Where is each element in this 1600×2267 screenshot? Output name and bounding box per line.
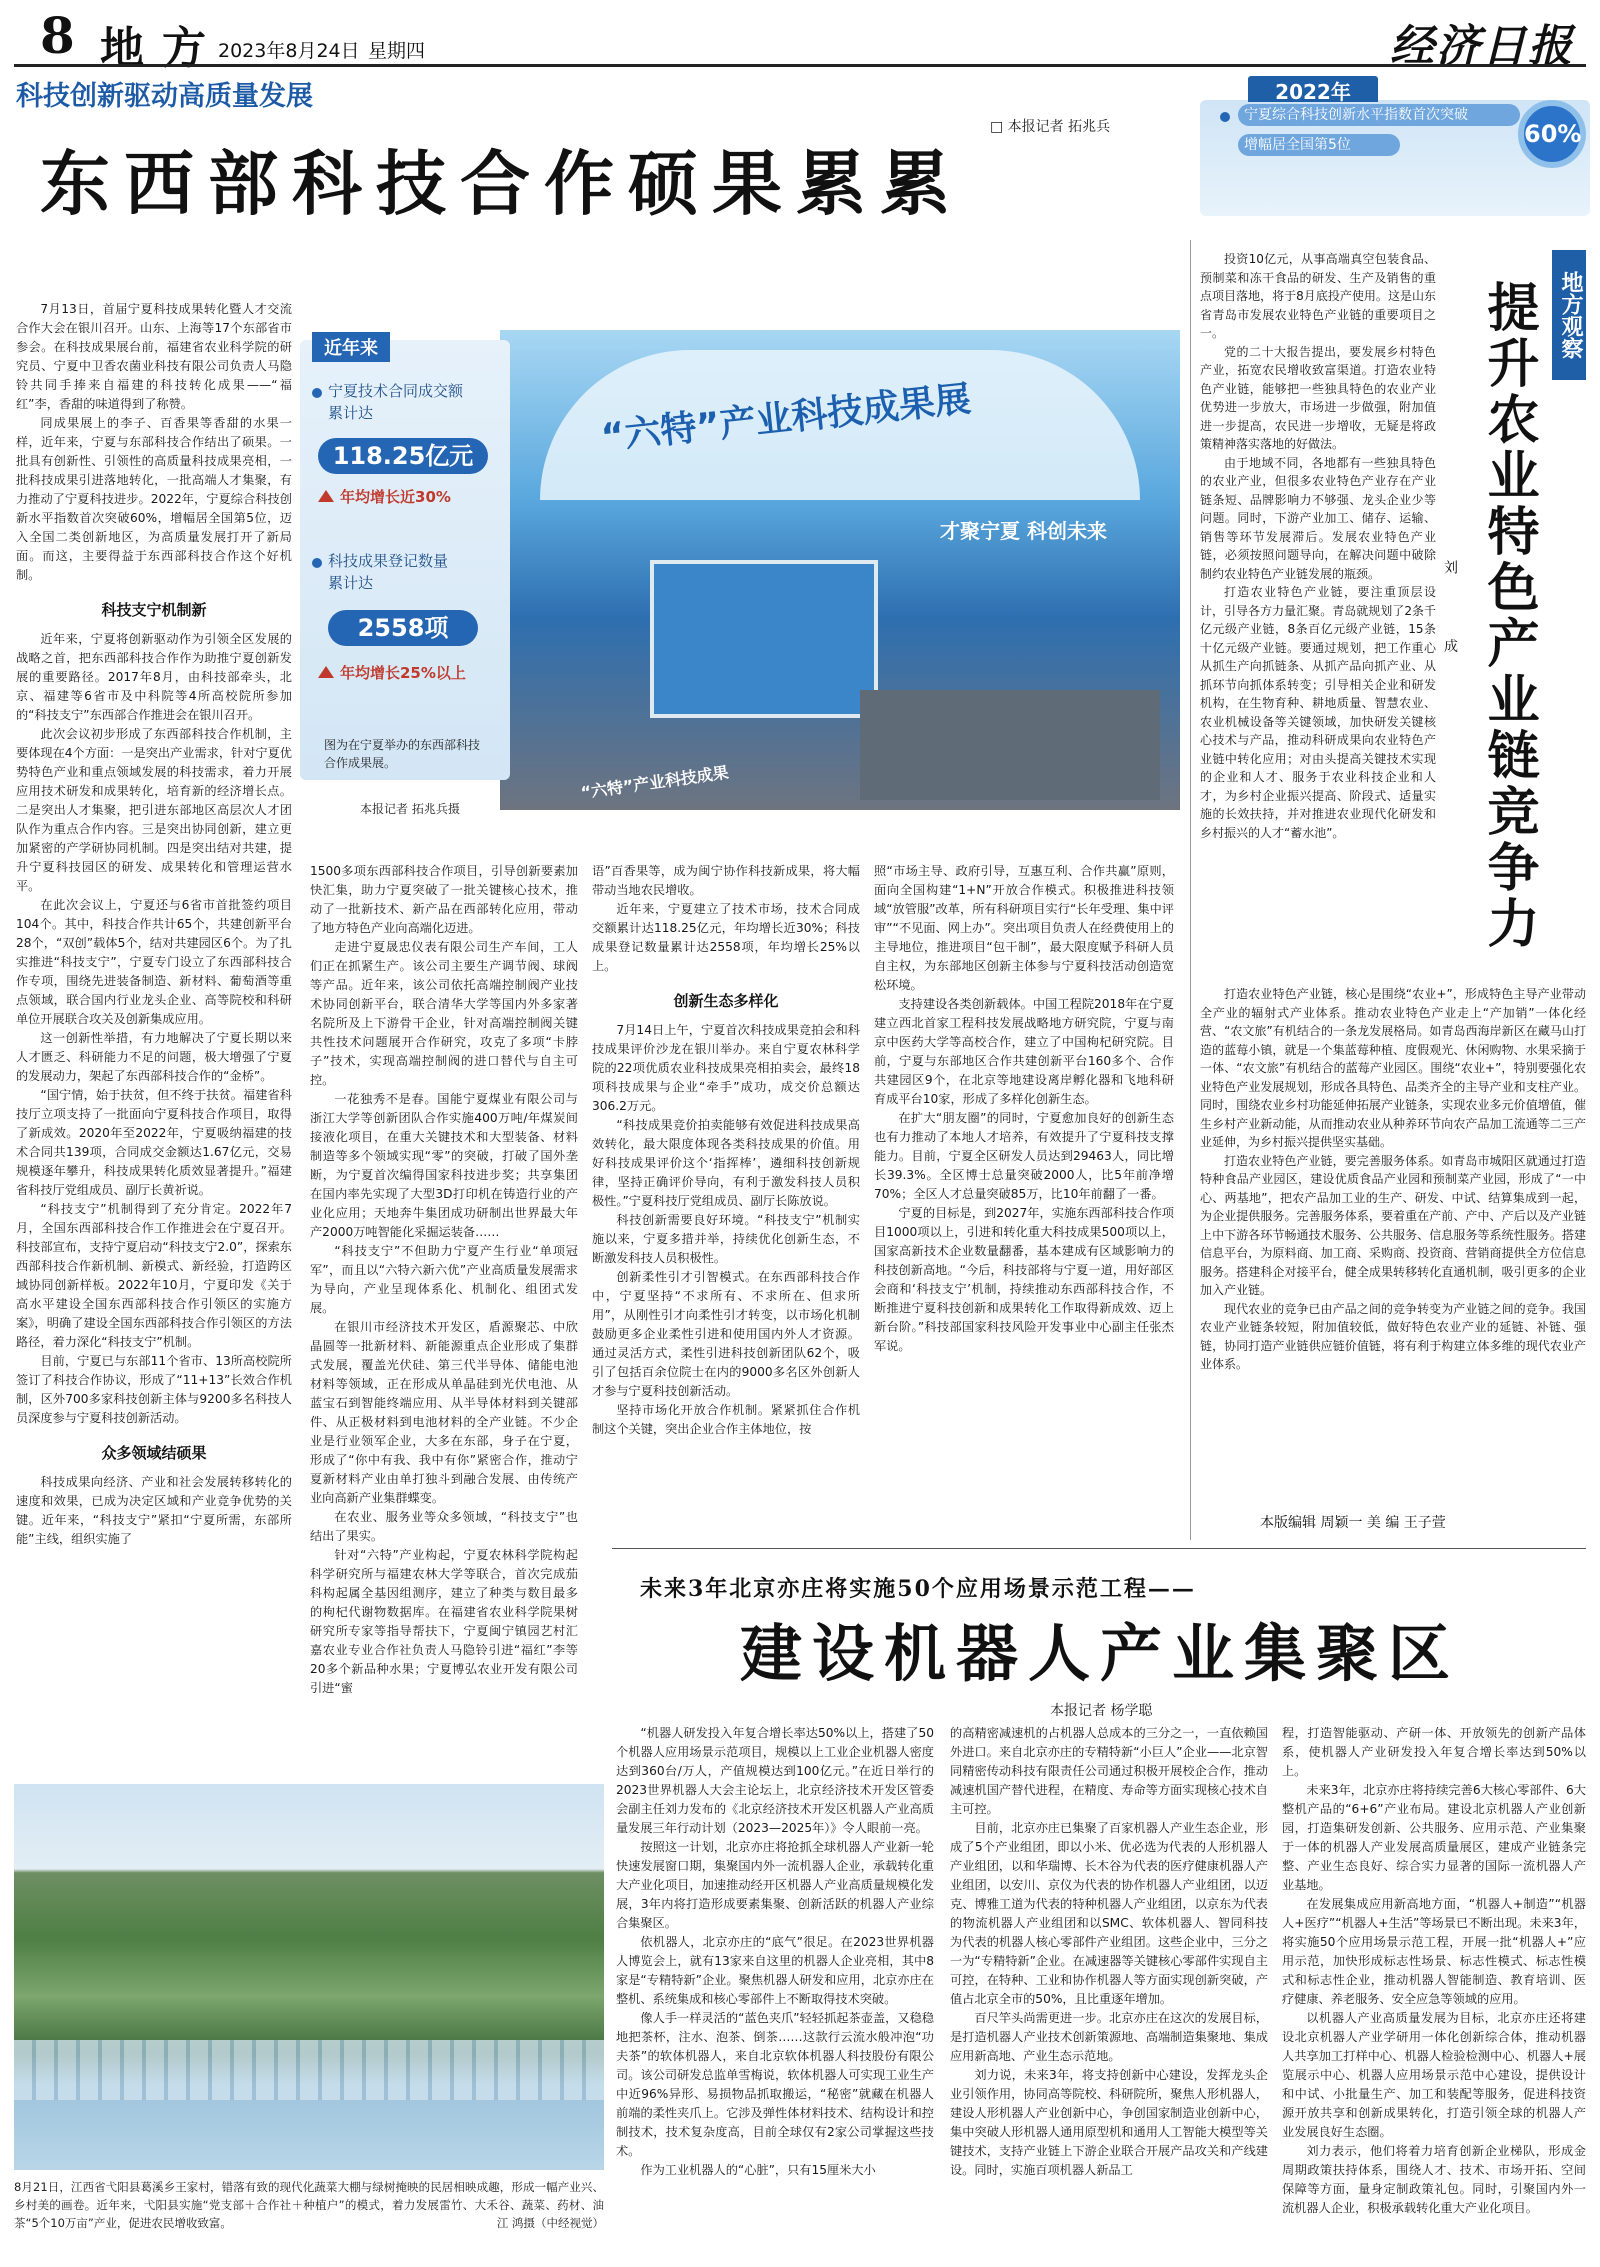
article1-column-1: [16, 300, 292, 1620]
paragraph: 宁夏的目标是，到2027年，实施东西部科技合作项目1000项以上，引进和转化重大科技成果500项以上，国家高新技术企业数量翻番，基本建成有区域影响力的科技创新高地。“今后，科技部将与宁夏一道，用好部区会商和‘科技支宁’机制，持续推动东西部科技合作，不断推进宁夏科技创新和成果转化工作取得新成效、迈上新台阶。”科技部国家科技风险开发事业中心副主任张杰军说。: [874, 1206, 1174, 1353]
header-rule: [14, 64, 1586, 67]
photo-caption-2: 合作成果展。: [324, 756, 397, 770]
page-name: 地方: [100, 23, 224, 74]
article2-headline: 建设机器人产业集聚区: [740, 1617, 1461, 1690]
paragraph: 刘力说，未来3年，将支持创新中心建设，发挥龙头企业引领作用，协同高等院校、科研院所，聚焦人形机器人，建设人形机器人产业创新中心，争创国家制造业创新中心，集中突破人形机器人通用原型机和通用人工智能大模型等关键技术，支持产业链上下游企业联合开展产品攻关和产线建设。同时，实施百项机器人新品工: [950, 2068, 1268, 2177]
paragraph: 由于地域不同，各地都有一些独具特色的农业产业，但很多农业特色产业存在产业链条短、品牌影响力不够强、龙头企业少等问题。同时，下游产业加工、储存、运输、销售等环节发展滞后。发展农业特色产业链，必须按照问题导向，在解决问题中破除制约农业特色产业链发展的瓶颈。: [1200, 455, 1436, 581]
paragraph: 针对“六特”产业构起，宁夏农林科学院构起科学研究所与福建农林大学等联合，首次完成茄科构起属全基因组测序，建立了种类与数目最多的枸杞代谢物数据库。在福建省农业科学院果树研究所专家等指导帮扶下，宁夏闽宁镇园艺村汇嘉农业专业合作社负责人马隐铃引进“福红”李等20多个新品种水果；宁夏博弘农业开发有限公司引进“蜜: [310, 1548, 578, 1695]
subhead-3: 创新生态多样化: [673, 992, 779, 1010]
paragraph: 刘力表示，他们将着力培育创新企业梯队，形成金周期政策扶持体系，围绕人才、技术、市场开拓、空间保障等方面，量身定制政策礼包。同时，引聚国内外一流机器人企业，积极承载转化重大产业化项目。: [1282, 2144, 1586, 2215]
page-editor-credits: 本版编辑 周颖一 美 编 王子萱: [1260, 1515, 1446, 1531]
article2-column-3: [1282, 1724, 1586, 2254]
paragraph: 目前，宁夏已与东部11个省市、13所高校院所签订了科技合作协议，形成了“11+13”长效合作机制，区外700多家科技创新主体与9200多名科技人员深度参与宁夏科技创新活动。: [16, 1354, 292, 1425]
paragraph: 的高精密减速机的占机器人总成本的三分之一，一直依赖国外进口。来自北京亦庄的专精特新“小巨人”企业——北京智同精密传动科技有限责任公司通过积极开展校企合作，推动减速机国产替代进程，在精度、寿命等方面实现核心技术自主可控。: [950, 1726, 1268, 1816]
greenhouses: [14, 2040, 604, 2100]
side-column-rule: [1190, 240, 1191, 1540]
paragraph: 百尺竿头尚需更进一步。北京亦庄在这次的发展目标，是打造机器人产业技术创新策源地、高端制造集聚地、集成应用新高地、产业生态示范地。: [950, 2011, 1268, 2063]
paragraph: 近年来，宁夏将创新驱动作为引领全区发展的战略之首，把东西部科技合作作为助推宁夏创新发展的重要路径。2017年8月，由科技部牵头，北京、福建等6省市及中科院等4所高校院所参加的“科技支宁”东西部合作推进会在银川召开。: [16, 632, 292, 722]
infographic-value-ring: 60%: [1518, 100, 1586, 168]
paragraph: “科技支宁”不但助力宁夏产生行业“单项冠军”，而且以“六特六新六优”产业高质量发展需求为导向，产业呈现体系化、机制化、组团式发展。: [310, 1244, 578, 1315]
article2-byline: 本报记者 杨学聪: [1050, 1703, 1153, 1719]
newspaper-masthead: 经济日报: [1390, 21, 1574, 72]
article1-column-2: [310, 862, 578, 1762]
paragraph: 语”百香果等，成为闽宁协作科技新成果，将大幅带动当地农民增收。: [592, 864, 860, 897]
page-number: 8: [40, 6, 75, 65]
item1-value: 118.25亿元: [318, 438, 488, 474]
article1-headline: 东西部科技合作硕果累累: [40, 142, 964, 225]
up-arrow-icon: [318, 666, 334, 678]
item1-label-2: 累计达: [328, 404, 374, 422]
paragraph: 未来3年，北京亦庄将持续完善6大核心零部件、6大整机产品的“6+6”产业布局。建设北京机器人产业创新园，打造集研发创新、公共服务、应用示范、产业集聚于一体的机器人产业发展高质量展区，建成产业链条完整、产业生态良好、综合实力显著的国际一流机器人产业基地。: [1282, 1783, 1586, 1892]
article1-byline: □ 本报记者 拓兆兵: [990, 119, 1111, 135]
side-column-title: 提升农业特色产业链竞争力: [1478, 280, 1539, 952]
paragraph: 作为工业机器人的“心脏”，只有15厘米大小: [640, 2163, 876, 2177]
paragraph: 支持建设各类创新载体。中国工程院2018年在宁夏建立西北首家工程科技发展战略地方研究院，宁夏与南京中医药大学等高校合作，建立了中国枸杞研究院。目前，宁夏与东部地区合作共建创新平台160多个、合作共建园区9个，在北京等地建设离岸孵化器和飞地科研育成平台10家，形成了多样化创新生态。: [874, 997, 1174, 1106]
paragraph: 按照这一计划，北京亦庄将抢抓全球机器人产业新一轮快速发展窗口期，集聚国内外一流机器人企业，承载转化重大产业化项目，加速推动经开区机器人产业高质量规模化发展，3年内将打造形成要素集聚、创新活跃的机器人产业综合集聚区。: [616, 1840, 934, 1930]
paragraph: 程，打造智能驱动、产研一体、开放领先的创新产品体系，使机器人产业研发投入年复合增长率达到50%以上。: [1282, 1726, 1586, 1778]
paragraph: 在银川市经济技术开发区，盾源聚芯、中欣晶圆等一批新材料、新能源重点企业形成了集群式发展，覆盖光伏硅、第三代半导体、储能电池材料等领域，正在形成从单晶硅到光伏电池、从蓝宝石到智能终端应用、从半导体材料到关键部件、从正极材料到电池材料的全产业链。不少企业是行业领军企业，大多在东部，身子在宁夏，形成了“你中有我、我中有你”紧密合作，推动宁夏新材料产业由单打独斗到融合发展、由传统产业向高新产业集群蝶变。: [310, 1320, 578, 1505]
dot-icon: [1220, 112, 1230, 122]
article1-column-3: [592, 862, 860, 1552]
infographic-year: 2022年: [1248, 76, 1378, 102]
subhead-1: 科技支宁机制新: [101, 601, 207, 619]
paragraph: 这一创新性举措，有力地解决了宁夏长期以来人才匮乏、科研能力不足的问题，极大增强了宁夏的发展动力，架起了东西部科技合作的“金桥”。: [16, 1031, 292, 1083]
paragraph: 科技成果向经济、产业和社会发展转移转化的速度和效果，已成为决定区域和产业竞争优势的关键。近年来，“科技支宁”紧扣“宁夏所需，东部所能”主线，组织实施了: [16, 1475, 292, 1546]
item1-label-1: 宁夏技术合同成交额: [328, 382, 464, 400]
paragraph: 走进宁夏晟忠仪表有限公司生产车间，工人们正在抓紧生产。该公司主要生产调节阀、球阀等产品。近年来，该公司依托高端控制阀产业技术协同创新平台，联合清华大学等国内外多家著名院所及上下游骨干企业，针对高端控制阀关键共性技术问题展开合作研究，攻克了多项“卡脖子”技术，实现高端控制阀的进口替代与自主可控。: [310, 940, 578, 1087]
paragraph: 依机器人，北京亦庄的“底气”很足。在2023世界机器人博览会上，就有13家来自这里的机器人企业亮相，其中8家是“专精特新”企业。聚焦机器人研发和应用，北京亦庄在整机、系统集成和核心零部件上不断取得技术突破。: [616, 1935, 934, 2006]
village-photo: [14, 1784, 604, 2170]
paragraph: 以机器人产业高质量发展为目标，北京亦庄还将建设北京机器人产业学研用一体化创新综合体，推动机器人共享加工打样中心、机器人检验检测中心、机器人+展览展示中心、机器人应用场景示范中心建设，提供设计和中试、小批量生产、加工和装配等服务，促进科技资源开放共享和创新成果转化，打造引领全球的机器人产业发展良好生态圈。: [1282, 2011, 1586, 2139]
dot-icon: [312, 388, 322, 398]
item2-value: 2558项: [328, 610, 478, 646]
side-column-text-bottom: [1200, 985, 1586, 1525]
paragraph: “国宁情，始于扶贫，但不终于扶贫。福建省科技厅立项支持了一批面向宁夏科技合作项目，取得了新成效。2020年至2022年，宁夏吸纳福建的技术合同共139项，合同成交金额达1.67亿元，交易规模逐年攀升，科技成果转化质效显著提升。”福建省科技厅党组成员、副厅长黄祈说。: [16, 1088, 292, 1197]
article1-column-4: [874, 862, 1174, 1552]
paragraph: 近年来，宁夏建立了技术市场，技术合同成交额累计达118.25亿元，年均增长近30%；科技成果登记数量累计达2558项，年均增长25%以上。: [592, 902, 860, 973]
infographic-label-2: 增幅居全国第5位: [1238, 134, 1400, 156]
village-photo-caption: [14, 2178, 604, 2232]
paragraph: 打造农业特色产业链，要完善服务体系。如青岛市城阳区就通过打造特种食品产业园区，建设优质食品产业园和预制菜产业园，形成了“一中心、两基地”，把农产品加工业的生产、研发、中试、结算集成到一起，为企业提供服务。完善服务体系，要着重在产前、产中、产后以及产业链上中下游各环节畅通技术服务、公共服务、信息服务等系统性服务。搭建信息平台，为原料商、加工商、采购商、投资商、营销商提供全方位信息服务。搭建科企对接平台，健全成果转移转化直通机制，吸引更多的企业加入产业链。: [1200, 1153, 1586, 1297]
paragraph: 打造农业特色产业链，要注重顶层设计，引导各方力量汇聚。青岛就规划了2条千亿元级产业链，8条百亿元级产业链，15条十亿元级产业链。要通过规划，把工作重心从抓生产向抓链条、从抓产品向抓产业、从抓环节向抓体系转变；引导相关企业和研发机构，在生物育种、耕地质量、智慧农业、农业机械设备等关键领域，加快研发关键核心技术与产品，推动科研成果向农业特色产业链中转化应用；对由头提高关键技术实现的企业和人才、服务于农业科技企业和人才，为乡村企业振兴提高、阶段式、适量实施的长效扶持，并对推进农业现代化研发和乡村振兴的人才“蓄水池”。: [1200, 585, 1436, 840]
paragraph: 7月13日，首届宁夏科技成果转化暨人才交流合作大会在银川召开。山东、上海等17个东部省市参会。在科技成果展台前，福建省农业科学院的研究员、宁夏中卫香农菌业科技有限公司负责人马隐铃共同手捧来自福建的科技转化成果——“福红”李，香甜的味道得到了称赞。: [16, 302, 292, 411]
paragraph: 现代农业的竞争已由产品之间的竞争转变为产业链之间的竞争。我国农业产业链条较短，附加值较低，做好特色农业产业的延链、补链、强链，协同打造产业链供应链价值链，将有利于构建立体多维的现代农业产业体系。: [1200, 1301, 1586, 1371]
paragraph: 照“市场主导、政府引导，互惠互利、合作共赢”原则，面向全国构建“1+N”开放合作模式。积极推进科技领域“放管服”改革，所有科研项目实行“长年受理、集中评审”“不见面、网上办”。突出项目负责人在经费使用上的主导地位，推进项目“包干制”，最大限度赋予科研人员自主权，为东部地区创新主体参与宁夏科技活动创造宽松环境。: [874, 864, 1174, 992]
booth-banner: “六特”产业科技成果展: [599, 378, 973, 459]
infographic-tag: 近年来: [312, 332, 390, 362]
paragraph: 7月14日上午，宁夏首次科技成果竞拍会和科技成果评价沙龙在银川举办。来自宁夏农林科学院的22项优质农业科技成果亮相拍卖会，最终18项科技成果与企业“牵手”成功，成交价总额达306.2万元。: [592, 1023, 860, 1113]
booth-slogan: 才聚宁夏 科创未来: [940, 519, 1107, 543]
paragraph: 此次会议初步形成了东西部科技合作机制，主要体现在4个方面：一是突出产业需求，针对宁夏优势特色产业和重点领域发展的科技需求，着力开展应用技术研发和成果转化，培育新的经济增长点。二是突出人才集聚，把引进东部地区高层次人才团队作为重点合作内容。三是突出协同创新，建立更加紧密的产学研协同机制。四是突出结对共建，提升宁夏科技园区的研发、成果转化和管理运营水平。: [16, 727, 292, 893]
booth-screen: [650, 560, 878, 718]
dot-icon: [312, 558, 322, 568]
paragraph: “科技支宁”机制得到了充分肯定。2022年7月，全国东西部科技合作工作推进会在宁夏召开。科技部宣布，支持宁夏启动“科技支宁2.0”，探索东西部科技合作新机制、新模式、新经验，打造跨区域协同创新样板。2022年10月，宁夏印发《关于高水平建设全国东西部科技合作引领区的实施方案》，明确了建设全国东西部科技合作引领区的方法路径，着力深化“科技支宁”机制。: [16, 1202, 292, 1349]
village-caption-text: 8月21日，江西省弋阳县葛溪乡王家村，错落有致的现代化蔬菜大棚与绿树掩映的民居相映成趣，形成一幅产业兴、乡村美的画卷。近年来，弋阳县实施“党支部＋合作社＋种植户”的模式，着力发展雷竹、大禾谷、蔬菜、药材、油茶“5个10万亩”产业，促进农民增收致富。: [14, 2180, 604, 2230]
infographic-top: [1200, 80, 1590, 216]
village-caption-credit: 江 鸿摄（中经视觉）: [496, 2216, 604, 2230]
side-column-text-top: [1200, 250, 1436, 980]
paragraph: 在此次会议上，宁夏还与6省市首批签约项目104个。其中，科技合作共计65个，共建创新平台28个，“双创”载体5个，结对共建园区6个。为了扎实推进“科技支宁”，宁夏专门设立了东西部科技合作专项，围绕先进装备制造、新材料、葡萄酒等重点领域，联合国内行业龙头企业、高等院校和科研单位开展联合攻关及创新集成应用。: [16, 898, 292, 1026]
exhibition-photo: [300, 330, 1180, 850]
item1-growth: 年均增长近30%: [340, 488, 451, 506]
booth-table: [860, 690, 1160, 800]
photo-credit: 本报记者 拓兆兵摄: [360, 802, 460, 816]
paragraph: 创新柔性引才引智模式。在东西部科技合作中，宁夏坚持“不求所有、不求所在、但求所用”，从刚性引才向柔性引才转变，以市场化机制鼓励更多企业柔性引进和使用国内外人才资源。通过灵活方式，柔性引进科技创新团队62个，吸引了包括百余位院士在内的9000多名区外创新人才参与宁夏科技创新活动。: [592, 1270, 860, 1398]
paragraph: 一花独秀不是春。国能宁夏煤业有限公司与浙江大学等创新团队合作实施400万吨/年煤炭间接液化项目，在重大关键技术和大型装备、材料制造等多个领域实现“零”的突破，打破了国外垄断，为宁夏首次编得国家科技进步奖；共享集团在国内率先实现了大型3D打印机在铸造行业的产业化应用；天地奔牛集团成功研制出世界最大年产2000万吨智能化采掘运装备……: [310, 1092, 578, 1239]
side-column-tag: 地方观察: [1552, 250, 1586, 380]
paragraph: “机器人研发投入年复合增长率达50%以上，搭建了50个机器人应用场景示范项目，规模以上工业企业机器人密度达到360台/万人，产值规模达到100亿元。”在近日举行的2023世界机器人大会主论坛上，北京经济技术开发区管委会副主任刘力发布的《北京经济技术开发区机器人产业高质量发展三年行动计划（2023—2025年）》令人眼前一亮。: [616, 1726, 934, 1835]
item2-growth: 年均增长25%以上: [340, 664, 466, 682]
infographic-label-1: 宁夏综合科技创新水平指数首次突破: [1238, 104, 1520, 126]
issue-weekday: 星期四: [368, 40, 426, 62]
paragraph: “科技成果竞价拍卖能够有效促进科技成果高效转化，最大限度体现各类科技成果的价值。用好科技成果评价这个‘指挥棒’，遴细科技创新规律，坚持正确评价导向，有利于激发科技人员积极性。”宁夏科技厅党组成员、副厅长陈放说。: [592, 1118, 860, 1208]
side-column-author: 刘 成: [1442, 560, 1458, 683]
paragraph: 科技创新需要良好环境。“科技支宁”机制实施以来，宁夏多措并举，持续优化创新生态，不断激发科技人员积极性。: [592, 1213, 860, 1265]
infographic-photo-panel: [300, 340, 510, 780]
paragraph: 1500多项东西部科技合作项目，引导创新要素加快汇集，助力宁夏突破了一批关键核心技术，推动了一批新技术、新产品在西部转化应用，带动了地方特色产业向高端化迈进。: [310, 864, 578, 935]
article2-column-1: [616, 1724, 934, 2254]
paragraph: 投资10亿元，从事高端真空包装食品、预制菜和冻干食品的研发、生产及销售的重点项目落地，将于8月底投产使用。这是山东省青岛市发展农业特色产业链的重要项目之一。: [1200, 252, 1436, 340]
item2-label-2: 累计达: [328, 574, 374, 592]
paragraph: 打造农业特色产业链，核心是围绕“农业+”，形成特色主导产业带动全产业的辐射式产业体系。推动农业特色产业走上“产加销”一体化经营、“农文旅”有机结合的一条龙发展格局。如青岛西海岸新区在藏马山打造的蓝莓小镇，就是一个集蓝莓种植、度假观光、休闲购物、水果采摘于一体、“农文旅”有机结合的蓝莓产业园区。围绕“农业+”，特别要强化农业特色产业发展规划，形成各具特色、品类齐全的主导产业和支柱产业。同时，围绕农业乡村功能延伸拓展产业链条，实现农业多元价值增值，催生乡村产业新动能，从而推动农业从种养环节向农产品加工流通等二三产业延伸，为乡村振兴提供坚实基础。: [1200, 987, 1586, 1149]
paragraph: 目前，北京亦庄已集聚了百家机器人产业生态企业，形成了5个产业组团，即以小米、优必选为代表的人形机器人产业组团，以和华瑞博、长木谷为代表的医疗健康机器人产业组团，以安川、京仪为代表的协作机器人产业组团，以迈克、博雅工道为代表的特种机器人产业组团，以京东为代表的物流机器人产业组团和以SMC、软体机器人、智同科技为代表的机器人核心零部件产业组团。这些企业中，三分之一为“专精特新”企业。在减速器等关键核心零部件实现自主可控，在特种、工业和协作机器人等方面实现创新突破，产值占北京全市的50%，且比重逐年增加。: [950, 1821, 1268, 2006]
article2-column-2: [950, 1724, 1268, 2254]
item2-label-1: 科技成果登记数量: [328, 552, 449, 570]
photo-caption-1: 图为在宁夏举办的东西部科技: [324, 738, 481, 752]
paragraph: 党的二十大报告提出，要发展乡村特色产业，拓宽农民增收致富渠道。打造农业特色产业链，能够把一些独具特色的农业产业优势进一步放大，市场进一步做强，附加值进一步提高，农民进一步增收，无疑是将政策精神落实落地的好做法。: [1200, 344, 1436, 451]
paragraph: 同成果展上的李子、百香果等香甜的水果一样，近年来，宁夏与东部科技合作结出了硕果。一批具有创新性、引领性的高质量科技成果亮相，一批科技成果引进落地转化，一批高端人才集聚，有力推动了宁夏科技进步。2022年，宁夏综合科技创新水平指数首次突破60%，增幅居全国第5位，迈入全国二类创新地区，为高质量发展打开了新局面。而这，主要得益于东西部科技合作这个好机制。: [16, 416, 292, 582]
article2-top-rule: [612, 1548, 1586, 1549]
up-arrow-icon: [318, 490, 334, 502]
booth-floor-text: “六特”产业科技成果: [579, 762, 730, 803]
paragraph: 像人手一样灵活的“蓝色夹爪”轻轻抓起茶壶盖，又稳稳地把茶杯，注水、泡茶、倒茶……这款行云流水般冲泡“功夫茶”的软体机器人，来自北京软体机器人科技股份有限公司。该公司研发总监单雪梅说，软体机器人可实现工业生产中近96%异形、易损物品抓取搬运，“秘密”就藏在机器人前端的柔性夹爪上。它涉及弹性体材料技术、结构设计和控制技术，技术复杂度高，目前全球仅有2家公司掌握这些技术。: [616, 2011, 934, 2158]
paragraph: 在农业、服务业等众多领域，“科技支宁”也结出了果实。: [310, 1510, 578, 1543]
issue-date: 2023年8月24日: [218, 40, 360, 62]
subhead-2: 众多领域结硕果: [101, 1444, 207, 1462]
section-tag: 科技创新驱动高质量发展: [16, 81, 313, 112]
paragraph: 在发展集成应用新高地方面，“机器人+制造”“机器人+医疗”“机器人+生活”等场景已不断出现。未来3年，将实施50个应用场景示范工程，开展一批“机器人+”应用示范，加快形成标志性场景、标志性模式、标志性模式和标志性企业，推动机器人智能制造、教育培训、医疗健康、养老服务、安全应急等领域的应用。: [1282, 1897, 1586, 2006]
paragraph: 坚持市场化开放合作机制。紧紧抓住合作机制这个关键，突出企业合作主体地位，按: [592, 1403, 860, 1436]
article2-intro: 未来3年北京亦庄将实施50个应用场景示范工程——: [640, 1576, 1196, 1602]
paragraph: 在扩大“朋友圈”的同时，宁夏愈加良好的创新生态也有力推动了本地人才培养，有效提升了宁夏科技支撑能力。目前，宁夏全区研发人员达到29463人，同比增长39.3%。全区博士总量突破2000人，比5年前净增70%；全区人才总量突破85万，比10年前翻了一番。: [874, 1111, 1174, 1201]
